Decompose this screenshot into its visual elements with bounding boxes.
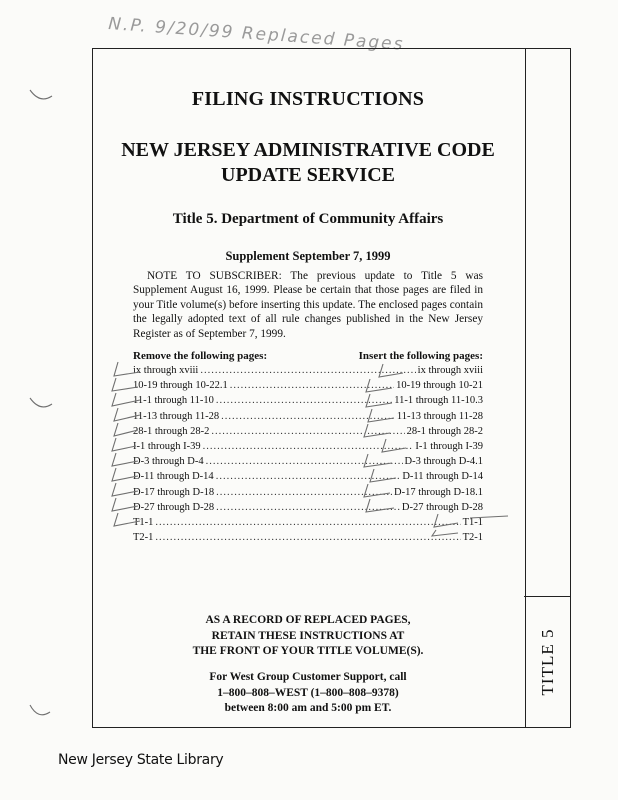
remove-pages: D-17 through D-18 (133, 486, 215, 498)
remove-pages: 11-13 through 11-28 (133, 410, 220, 422)
leader-dots (230, 380, 394, 391)
leader-dots (203, 441, 414, 452)
remove-pages: 28-1 through 28-2 (133, 425, 210, 437)
list-item (133, 471, 483, 486)
insert-pages: 28-1 through 28-2 (406, 425, 483, 437)
remove-pages: ix through xviii (133, 365, 199, 376)
leader-dots (155, 517, 460, 528)
insert-pages: D-27 through D-28 (401, 501, 483, 513)
remove-pages: D-11 through D-14 (133, 471, 214, 483)
insert-pages: 11-13 through 11-28 (396, 410, 483, 422)
insert-pages: T1-1 (462, 516, 483, 528)
list-item (133, 426, 483, 441)
leader-dots (221, 411, 395, 422)
insert-pages: D-3 through D-4.1 (404, 456, 483, 468)
insert-pages: 11-1 through 11-10.3 (394, 395, 483, 407)
leader-dots (216, 395, 392, 406)
list-item (133, 365, 483, 380)
library-stamp: New Jersey State Library (58, 752, 224, 768)
insert-pages: D-17 through D-18.1 (394, 486, 483, 498)
record-instructions (92, 613, 524, 660)
leader-dots (155, 532, 460, 543)
insert-column-header: Insert the following pages: (358, 350, 483, 362)
record-line-3: THE FRONT OF YOUR TITLE VOLUME(S). (192, 645, 424, 657)
insert-pages: T2-1 (462, 532, 483, 544)
leader-dots (200, 365, 415, 376)
leader-dots (216, 471, 401, 482)
list-item (133, 532, 483, 547)
remove-pages: D-27 through D-28 (133, 501, 215, 513)
list-item (133, 380, 483, 395)
support-line-1: For West Group Customer Support, call (209, 671, 407, 683)
leader-dots (216, 487, 392, 498)
support-phone: 1–800–808–WEST (1–800–808–9378) (217, 686, 399, 699)
list-item (133, 502, 483, 517)
code-title-line-2: UPDATE SERVICE (221, 164, 395, 186)
leader-dots (206, 456, 403, 467)
remove-pages: T2-1 (133, 532, 154, 544)
list-item (133, 411, 483, 426)
record-line-1: AS A RECORD OF REPLACED PAGES, (205, 614, 411, 626)
supplement-date: Supplement September 7, 1999 (225, 249, 391, 263)
list-item (133, 441, 483, 456)
remove-pages: I-1 through I-39 (133, 440, 201, 452)
handwritten-note: N.P. 9/20/99 Replaced Pages (107, 14, 406, 55)
insert-pages: I-1 through I-39 (415, 440, 483, 452)
record-line-2: RETAIN THESE INSTRUCTIONS AT (211, 629, 405, 642)
insert-pages: ix through xviii (417, 365, 483, 376)
code-title-line-1: NEW JERSEY ADMINISTRATIVE CODE (121, 139, 495, 161)
remove-column-header: Remove the following pages: (133, 350, 268, 362)
list-item (133, 487, 483, 502)
customer-support (92, 670, 524, 717)
list-item (133, 456, 483, 471)
binder-hole-mark (30, 705, 50, 715)
binder-hole-mark (30, 398, 52, 407)
list-item (133, 395, 483, 410)
title-tab-label: TITLE 5 (538, 628, 557, 696)
insert-pages: D-11 through D-14 (402, 471, 483, 483)
remove-pages: T1-1 (133, 516, 154, 528)
subscriber-note: NOTE TO SUBSCRIBER: The previous update to Title 5 was Supplement August 16, 1999. Please be certain that those pages are filed in your Title volume(s) before inserting this update. The enclosed pages contain the legally adopted text of all rule changes published in the New Jersey Register as of September 7, 1999. (133, 270, 483, 340)
remove-pages: 10-19 through 10-22.1 (133, 380, 228, 392)
leader-dots (211, 426, 404, 437)
insert-pages: 10-19 through 10-21 (396, 380, 483, 392)
remove-pages: D-3 through D-4 (133, 456, 204, 468)
remove-pages: 11-1 through 11-10 (133, 395, 214, 407)
page-replacement-list (133, 365, 483, 547)
leader-dots (216, 502, 400, 513)
code-title (92, 138, 524, 188)
support-hours: between 8:00 am and 5:00 pm ET. (224, 702, 392, 714)
binder-hole-mark (30, 90, 52, 99)
list-item (133, 517, 483, 532)
filing-instructions-heading: FILING INSTRUCTIONS (191, 88, 425, 110)
title-department: Title 5. Department of Community Affairs (172, 211, 444, 227)
